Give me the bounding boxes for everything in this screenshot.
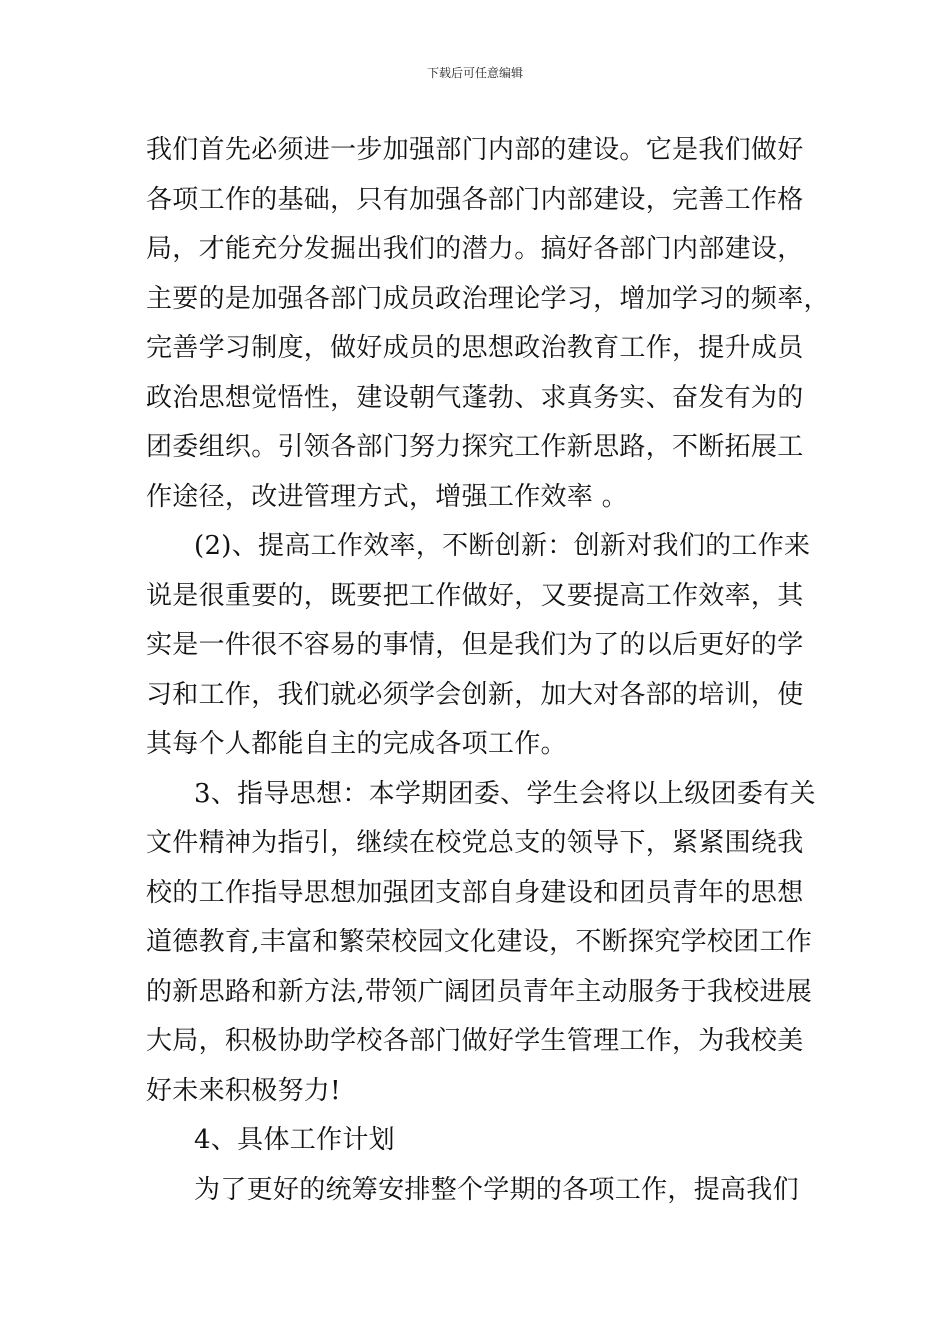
text-line: 的新思路和新方法,带领广阔团员青年主动服务于我校进展	[146, 976, 813, 1007]
section-heading-line: 4、具体工作计划	[194, 1125, 395, 1155]
text-line: 完善学习制度，做好成员的思想政治教育工作，提升成员	[146, 333, 804, 363]
paragraph-start-line: (2)、提高工作效率，不断创新：创新对我们的工作来	[194, 531, 811, 561]
text-line: 主要的是加强各部门成员政治理论学习，增加学习的频率，	[146, 283, 830, 314]
paragraph-start-line: 为了更好的统筹安排整个学期的各项工作，提高我们	[194, 1174, 799, 1205]
text-line: 校的工作指导思想加强团支部自身建设和团员青年的思想	[146, 877, 804, 908]
text-line: 其每个人都能自主的完成各项工作。	[146, 729, 567, 759]
text-line: 团委组织。引领各部门努力探究工作新思路，不断拓展工	[146, 432, 804, 462]
text-line: 说是很重要的，既要把工作做好，又要提高工作效率，其	[146, 580, 804, 611]
text-line: 局，才能充分发掘出我们的潜力。搞好各部门内部建设，	[146, 234, 804, 264]
document-body	[146, 126, 830, 1215]
text-line: 我们首先必须进一步加强部门内部的建设。它是我们做好	[146, 135, 804, 165]
text-line: 习和工作，我们就必须学会创新，加大对各部的培训，使	[146, 679, 804, 710]
text-line: 文件精神为指引，继续在校党总支的领导下，紧紧围绕我	[146, 828, 804, 858]
text-line: 好未来积极努力!	[146, 1075, 341, 1106]
text-line: 道德教育,丰富和繁荣校园文化建设，不断探究学校团工作	[146, 927, 813, 957]
text-line: 作途径，改进管理方式，增强工作效率 。	[146, 481, 628, 512]
page-header-note: 下载后可任意编辑	[426, 66, 523, 80]
paragraph-start-line: 3、指导思想：本学期团委、学生会将以上级团委有关	[194, 778, 816, 809]
text-line: 实是一件很不容易的事情，但是我们为了的以后更好的学	[146, 630, 804, 660]
text-line: 大局，积极协助学校各部门做好学生管理工作，为我校美	[146, 1026, 804, 1056]
text-line: 各项工作的基础，只有加强各部门内部建设，完善工作格	[146, 184, 804, 215]
text-line: 政治思想觉悟性，建设朝气蓬勃、求真务实、奋发有为的	[146, 382, 804, 413]
